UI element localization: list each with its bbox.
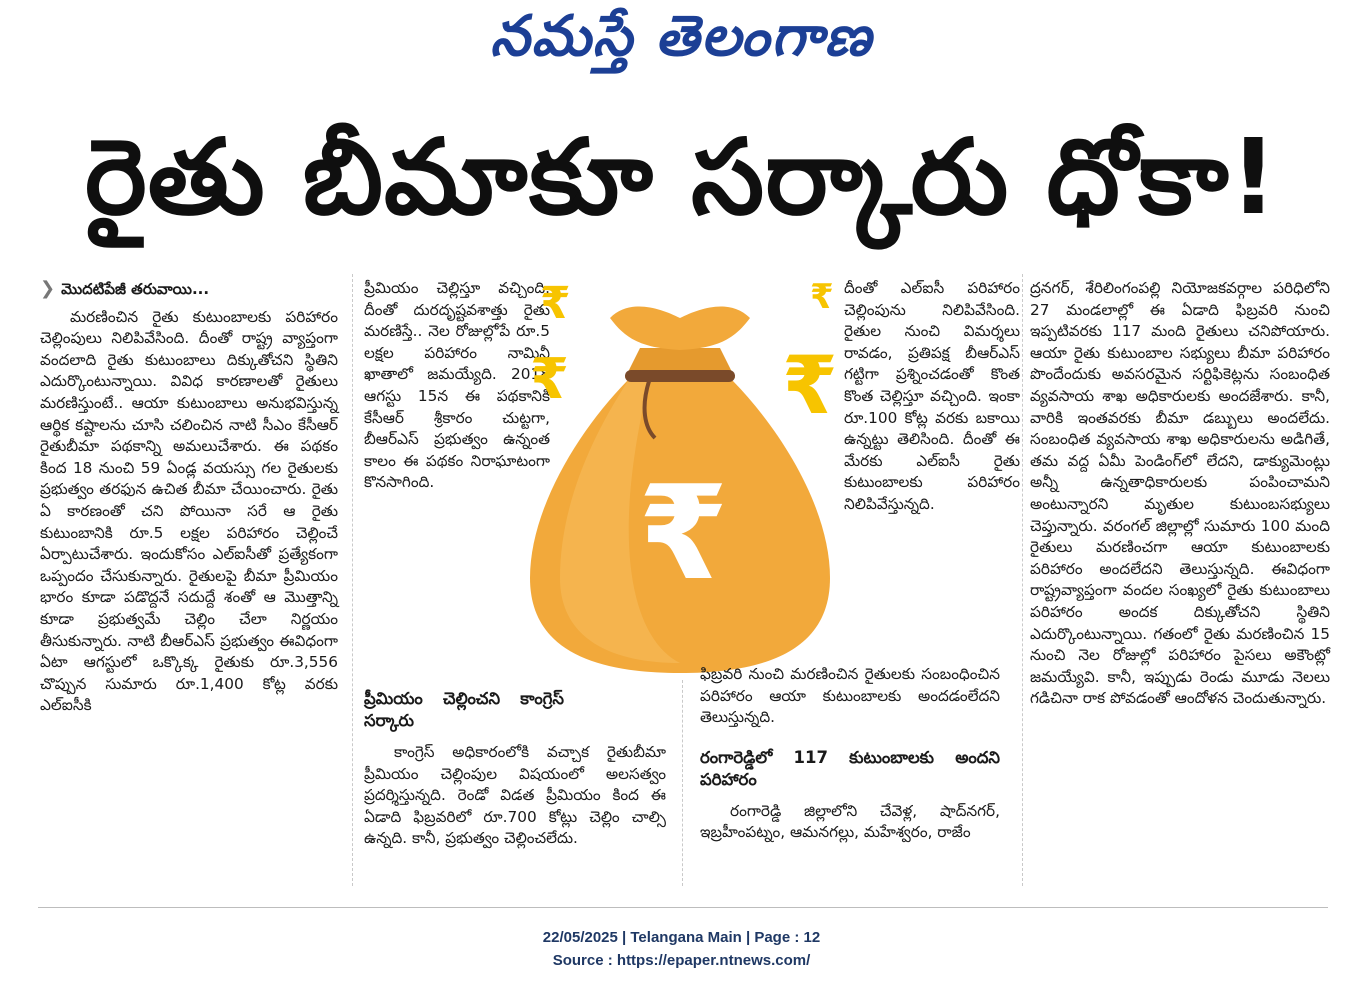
- paragraph: రంగారెడ్డి జిల్లాలోని చేవెళ్ల, షాద్‌నగర్, ఇబ్రహీంపట్నం, ఆమనగల్లు, మహేశ్వరం, రాజేం: [700, 801, 1000, 842]
- paragraph: ఫిబ్రవరి నుంచి మరణించిన రైతులకు సంబంధించిన పరిహారం ఆయా కుటుంబాలకు అందడంలేదని తెలుస్తున్నది.: [700, 665, 1000, 727]
- paragraph: దీంతో ఎల్ఐసీ పరిహారం చెల్లింపును నిలిపివేసింది. రైతుల నుంచి విమర్శలు రావడం, ప్రతిపక్ష బీఆర్ఎస్ గట్టిగా ప్రశ్నించడంతో కొంత కొంత చెల్లిస్తూ వచ్చింది. ఇంకా రూ.100 కోట్ల వరకు బకాయి ఉన్నట్టు తెలిసింది. దీంతో ఈ మేరకు ఎల్ఐసీ రైతు కుటుంబాలకు పరిహారం నిలిపివేస్తున్నది.: [844, 279, 1020, 513]
- chevron-right-icon: ❯: [40, 278, 56, 299]
- subheading: రంగారెడ్డిలో 117 కుటుంబాలకు అందని పరిహారం: [700, 747, 1000, 789]
- article-column-4: [1030, 278, 1330, 710]
- footer-source: Source : https://epaper.ntnews.com/: [552, 952, 811, 969]
- paragraph: ప్రీమియం చెల్లిస్తూ వచ్చింది. దీంతో దురదృష్టవశాత్తు రైతు మరణిస్తే.. నెల రోజుల్లోపే రూ.5 లక్షల పరిహారం నామినీ ఖాతాలో జమయ్యేది. 2018 ఆగస్టు 15న ఈ పథకానికి కేసీఆర్ శ్రీకారం చుట్టగా, బీఆర్ఎస్ ప్రభుత్వం ఉన్నంత కాలం ఈ పథకం నిరాఘాటంగా కొనసాగింది.: [364, 279, 550, 492]
- column-divider: [682, 680, 683, 886]
- paragraph: మరణించిన రైతు కుటుంబాలకు పరిహారం చెల్లింపులు నిలిపివేసింది. దీంతో రాష్ట్ర వ్యాప్తంగా వందలాది రైతు కుటుంబాలు దిక్కుతోచని స్థితిని ఎదుర్కొంటున్నాయి. వివిధ కారణాలతో రైతులు మరణిస్తుంటే.. ఆయా కుటుంబాలు అనుభవిస్తున్న ఆర్థిక కష్టాలను చూసి చలించిన నాటి సీఎం కేసీఆర్ రైతుబీమా పథకాన్ని అమలుచేశారు. ఈ పథకం కింద 18 నుంచి 59 ఏండ్ల వయస్సు గల రైతులకు ప్రభుత్వం తరఫున ఉచిత బీమా చేయించారు. రైతు ఏ కారణంతో చని పోయినా సరే ఆ రైతు కుటుంబానికి రూ.5 లక్షల పరిహారం చెల్లించే ఏర్పాటుచేశారు. ఇందుకోసం ఎల్ఐసీతో ప్రత్యేకంగా ఒప్పందం చేసుకున్నారు. రైతులపై బీమా ప్రీమియం భారం కూడా పడొద్దనే సదుద్దే శంతో ఆ మొత్తాన్ని కూడా ప్రభుత్వమే చెల్లిం చేలా నిర్ణయం తీసుకున్నారు. నాటి బీఆర్ఎస్ ప్రభుత్వం ఈవిధంగా ఏటా ఆగస్టులో ఒక్కొక్క రైతుకు రూ.3,556 చొప్పున సుమారు రూ.1,400 కోట్ల వరకు ఎల్ఐసీకి: [40, 307, 338, 715]
- footer-dateline: 22/05/2025 | Telangana Main | Page : 12: [542, 929, 821, 946]
- article-column-1: [40, 278, 338, 717]
- column-divider: [352, 274, 353, 886]
- paragraph: కాంగ్రెస్ అధికారంలోకి వచ్చాక రైతుబీమా ప్రీమియం చెల్లింపుల విషయంలో అలసత్వం ప్రదర్శిస్తున్నది. రెండో విడత ప్రీమియం కింద ఈ ఏడాది ఫిబ్రవరిలో రూ.700 కోట్లు చెల్లిం చాల్సి ఉన్నది. కానీ, ప్రభుత్వం చెల్లించలేదు.: [364, 743, 666, 848]
- article-column-3: [844, 278, 1020, 516]
- paragraph: ద్రనగర్, శేరిలింగంపల్లి నియోజకవర్గాల పరిధిలోని 27 మండలాల్లో ఈ ఏడాది ఫిబ్రవరి నుంచి ఇప్పటివరకు 117 మంది రైతులు చనిపోయారు. ఆయా రైతు కుటుంబాల సభ్యులు బీమా పరిహారం పొందేందుకు అవసరమైన సర్టిఫికెట్లను సంబంధిత వ్యవసాయ శాఖ అధికారులకు అందజేశారు. కానీ, వారికి ఇంతవరకు బీమా డబ్బులు అందలేదు. సంబంధిత వ్యవసాయ శాఖ అధికారులను అడిగితే, తమ వద్ద ఏమీ పెండింగ్‌లో లేదని, డాక్యుమెంట్లు అన్నీ ఉన్నతాధికారులకు పంపించామని అంటున్నారని మృతుల కుటుంబసభ్యులు చెప్తున్నారు. వరంగల్ జిల్లాల్లో సుమారు 100 మంది రైతులు మరణించగా ఆయా కుటుంబాలకు పరిహారం అందలేదని తెలుస్తున్నది. ఈవిధంగా రాష్ట్రవ్యాప్తంగా వందల సంఖ్యలో రైతు కుటుంబాలు పరిహారం అందక దిక్కుతోచని స్థితిని ఎదుర్కొంటున్నాయి. గతంలో రైతు మరణించిన 15 నుంచి నెల రోజుల్లో పరిహారం పైసలు అకౌంట్లో జమయ్యేవి. కానీ, ఇప్పుడు రెండు మూడు నెలలు గడిచినా రాక పోవడంతో ఆందోళన చెందుతున్నారు.: [1030, 279, 1330, 708]
- money-bag-icon: [520, 278, 840, 678]
- rupee-icon: ₹: [530, 347, 569, 412]
- headline: రైతు బీమాకూ సర్కారు ధోకా!: [85, 116, 1278, 238]
- rupee-icon: ₹: [810, 278, 834, 317]
- kicker: [40, 278, 338, 301]
- rupee-icon: ₹: [782, 339, 838, 432]
- article-column-3-bottom: [700, 664, 1000, 844]
- column-divider: [1022, 274, 1023, 886]
- subheading: ప్రీమియం చెల్లించని కాంగ్రెస్ సర్కారు: [364, 689, 564, 730]
- rupee-icon: ₹: [540, 278, 571, 329]
- kicker-text: మొదటిపేజీ తరువాయి...: [61, 280, 210, 298]
- rupee-icon: ₹: [638, 457, 729, 609]
- footer-rule: [38, 907, 1328, 908]
- masthead-title: నమస్తే తెలంగాణ: [490, 4, 873, 69]
- article-column-2-bottom: [364, 682, 666, 850]
